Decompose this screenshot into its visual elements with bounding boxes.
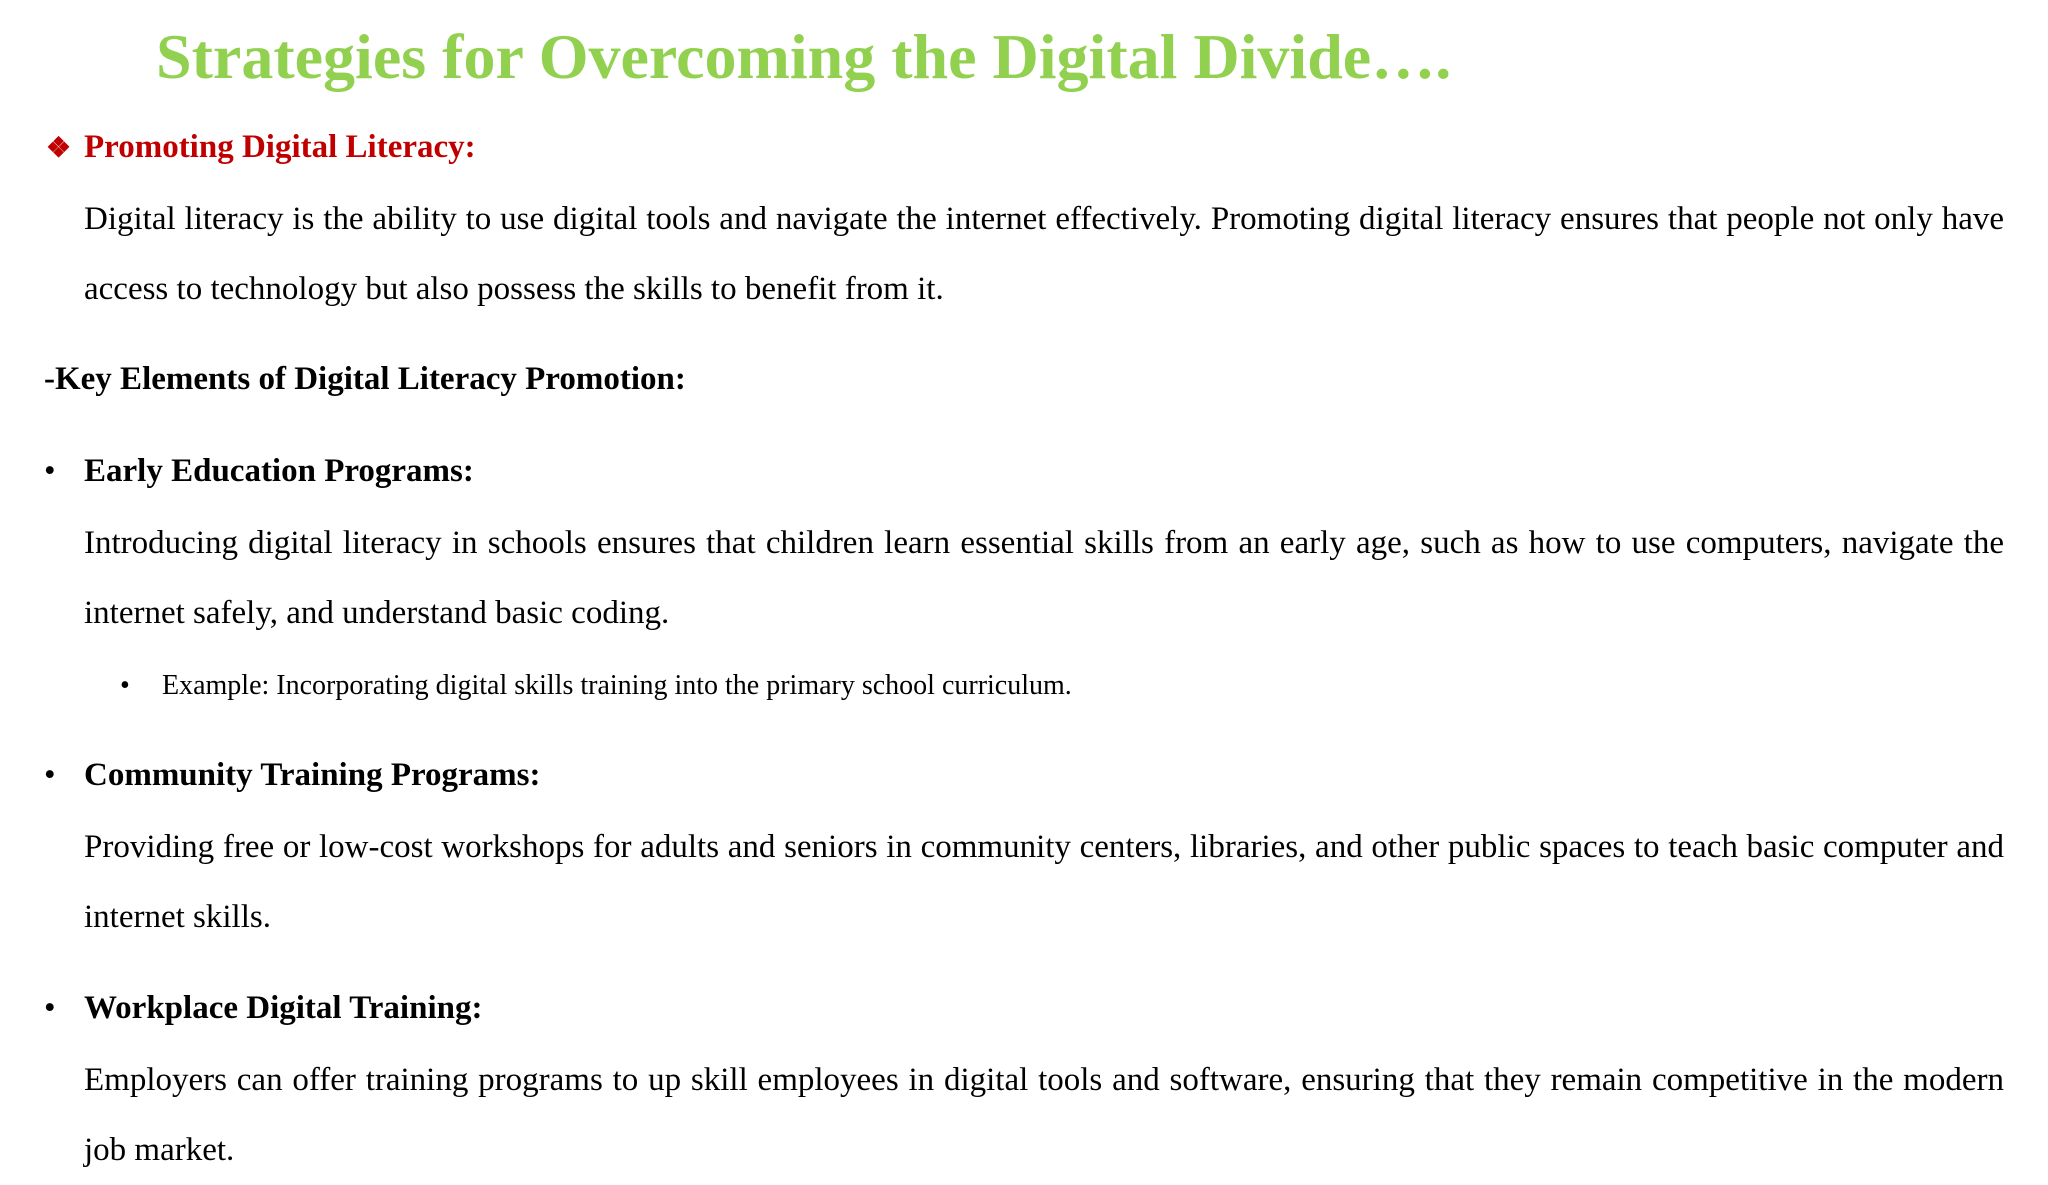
- list-item-heading: [44, 448, 474, 494]
- example-text: Example: Incorporating digital skills training into the primary school curriculum.: [162, 670, 1072, 701]
- list-item-heading-label: Early Education Programs:: [84, 453, 474, 489]
- diamond-dingbat-icon: ❖: [46, 133, 72, 164]
- slide-title: Strategies for Overcoming the Digital Divide….: [156, 21, 1452, 92]
- list-item-heading-label: Workplace Digital Training:: [84, 990, 483, 1026]
- list-item-heading-label: Community Training Programs:: [84, 757, 541, 793]
- list-item-heading: [44, 752, 541, 798]
- key-elements-heading: -Key Elements of Digital Literacy Promotion:: [44, 361, 686, 397]
- list-item-body: Providing free or low-cost workshops for adults and seniors in community centers, libraries, and other public spaces to teach basic computer and internet skills.: [84, 829, 2004, 935]
- bullet-icon: •: [44, 453, 56, 489]
- bullet-icon: •: [44, 990, 56, 1026]
- section-heading: [46, 124, 476, 172]
- section-intro-paragraph: Digital literacy is the ability to use digital tools and navigate the internet effectively. Promoting digital literacy ensures that people not only have access to technology but also possess the skills to benefit from it.: [84, 201, 2004, 307]
- list-item-heading: [44, 985, 482, 1031]
- example-sub-bullet: [120, 666, 1072, 706]
- bullet-icon: •: [120, 670, 130, 701]
- list-item-body: Introducing digital literacy in schools ensures that children learn essential skills from an early age, such as how to use computers, navigate the internet safely, and understand basic coding.: [84, 525, 2004, 631]
- list-item-body: Employers can offer training programs to up skill employees in digital tools and software, ensuring that they remain competitive in the modern job market.: [84, 1062, 2004, 1168]
- bullet-icon: •: [44, 757, 56, 793]
- section-heading-label: Promoting Digital Literacy:: [84, 129, 476, 165]
